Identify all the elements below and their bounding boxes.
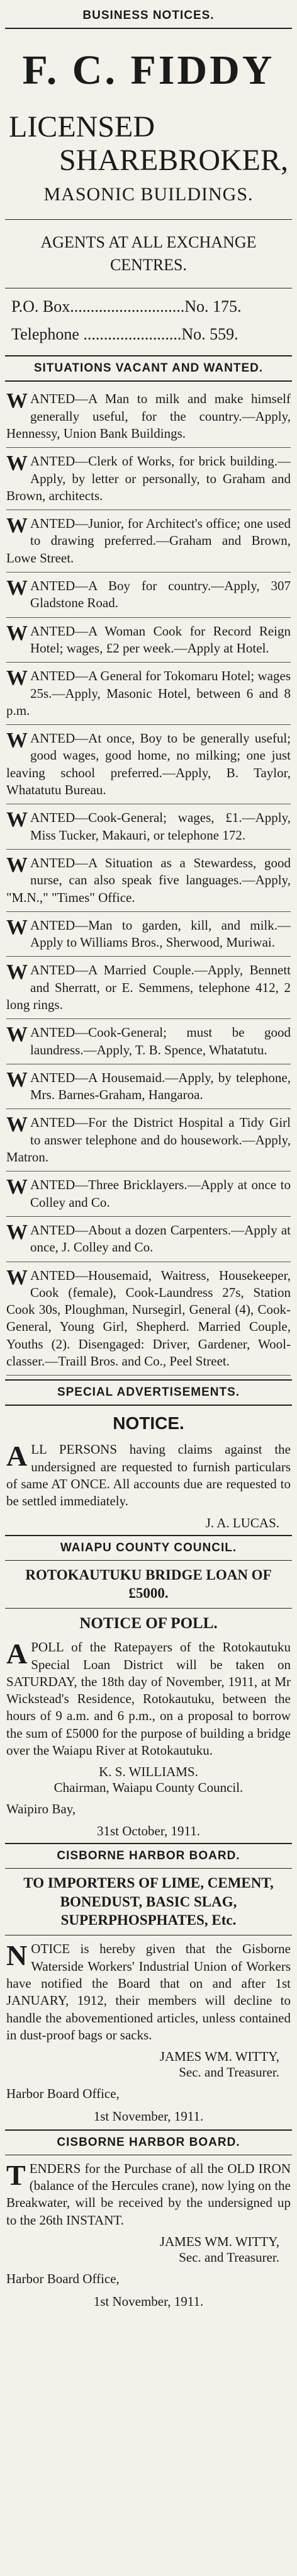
ad-text: ANTED—Housemaid, Waitress, Housekeeper, Cook (female), Cook-Laundress 27s, Station Cook 30s, Ploughman, Nursegirl, General (4), Cook-General, Young Girl, Shepherd. Married Couple, Youths (2). Disengaged: Driver, Gardener, Wool-classer.—Traill Bros. and Co., Peel Street. <box>6 1267 291 1369</box>
section-header-situations: SITUATIONS VACANT AND WANTED. <box>33 362 264 375</box>
classified-ad <box>6 510 291 573</box>
ad-text: ANTED—A Housemaid.—Apply, by telephone, Mrs. Barnes-Graham, Hangaroa. <box>30 1069 291 1103</box>
agents-text <box>5 231 292 277</box>
section-header-business: BUSINESS NOTICES. <box>82 9 215 22</box>
classified-ad <box>6 725 291 804</box>
poll-body <box>6 1639 291 1759</box>
section-header-harbor-1: CISBORNE HARBOR BOARD. <box>57 1849 240 1862</box>
drop-cap: W <box>6 621 28 645</box>
ad-text: ANTED—Cook-General; wages, £1.—Apply, Miss Tucker, Makauri, or telephone 172. <box>30 810 291 843</box>
sharebroker-line: SHAREBROKER, <box>59 143 288 177</box>
drop-cap: W <box>6 1265 28 1289</box>
ad-text: ANTED—A General for Tokomaru Hotel; wages 25s.—Apply, Masonic Hotel, between 6 and 8 p.m. <box>6 668 291 718</box>
notice-signature: J. A. LUCAS. <box>205 1515 279 1530</box>
divider <box>5 1405 292 1406</box>
divider <box>5 1535 292 1536</box>
ad-text: ANTED—Man to garden, kill, and milk.—Apply to Williams Bros., Sherwood, Muriwai. <box>30 917 291 950</box>
po-box: P.O. Box............................No. 175. <box>11 297 242 316</box>
drop-cap: W <box>6 452 28 476</box>
drop-cap: W <box>6 853 28 877</box>
drop-cap: A <box>6 1638 28 1670</box>
ad-text: ANTED—Cook-General; must be good laundress.—Apply, T. B. Spence, Whatatutu. <box>30 1025 291 1057</box>
drop-cap: W <box>6 915 28 939</box>
divider <box>5 2129 292 2131</box>
classified-ad <box>6 1109 291 1171</box>
section-header-special: SPECIAL ADVERTISEMENTS. <box>57 1386 240 1399</box>
divider <box>5 380 292 382</box>
poll-place: Waipiro Bay, <box>6 1801 76 1817</box>
ad-text: ANTED—Three Bricklayers.—Apply at once to Colley and Co. <box>30 1177 291 1210</box>
classified-ad <box>6 1217 291 1262</box>
classified-ad <box>6 1019 291 1064</box>
classified-ad <box>6 385 291 448</box>
drop-cap: T <box>6 2158 26 2191</box>
drop-cap: W <box>6 729 28 753</box>
harbor-signature: JAMES WM. WITTY, <box>159 2049 279 2065</box>
tender-place: Harbor Board Office, <box>6 2271 120 2286</box>
telephone: Telephone ........................No. 559. <box>11 325 238 344</box>
classified-ad <box>6 912 291 957</box>
harbor-place: Harbor Board Office, <box>6 2086 120 2102</box>
drop-cap: W <box>6 1068 28 1091</box>
classified-ad <box>6 573 291 618</box>
agents-line-2: CENTRES. <box>109 255 188 274</box>
poll-title: NOTICE OF POLL. <box>79 1615 218 1633</box>
tender-date: 1st November, 1911. <box>93 2294 204 2310</box>
classified-ad <box>6 1064 291 1110</box>
classified-ad <box>6 663 291 725</box>
drop-cap: A <box>6 1440 28 1473</box>
section-header-harbor-2: CISBORNE HARBOR BOARD. <box>57 2135 240 2149</box>
divider <box>5 1379 292 1381</box>
harbor-date: 1st November, 1911. <box>93 2109 204 2124</box>
classified-ads-list <box>5 385 292 1376</box>
classified-ad <box>6 618 291 663</box>
drop-cap: W <box>6 1175 28 1199</box>
ad-text: ANTED—A Married Couple.—Apply, Bennett and Sherratt, or E. Semmens, telephone 412, 2 long rings. <box>6 962 291 1012</box>
notice-title: NOTICE. <box>113 1413 184 1433</box>
poll-date: 31st October, 1911. <box>96 1823 201 1838</box>
tender-text: ENDERS for the Purchase of all the OLD IRON (balance of the Hercules crane), now lying on the Breakwater, will be received by the undersigned up to the 26th INSTANT. <box>6 2160 291 2228</box>
ad-text: ANTED—A Boy for country.—Apply, 307 Gladstone Road. <box>30 578 291 611</box>
divider <box>5 1608 292 1609</box>
divider <box>5 28 292 29</box>
classified-ad <box>6 850 291 912</box>
classified-ad <box>6 448 291 510</box>
drop-cap: W <box>6 514 28 538</box>
ad-text: ANTED—For the District Hospital a Tidy Girl to answer telephone and do housework.—Apply, Matron. <box>6 1115 291 1165</box>
drop-cap: W <box>6 1220 28 1244</box>
drop-cap: W <box>6 576 28 600</box>
drop-cap: W <box>6 1023 28 1047</box>
ad-text: ANTED—At once, Boy to be generally useful; good wages, good home, no milking; one just leaving school preferred.—Apply, B. Taylor, Whatatutu Bureau. <box>6 731 291 798</box>
section-header-waiapu: WAIAPU COUNTY COUNCIL. <box>60 1541 237 1554</box>
poll-signature-role: Chairman, Waiapu County Council. <box>53 1780 244 1796</box>
licensed-line: LICENSED <box>9 110 155 144</box>
drop-cap: W <box>6 960 28 984</box>
tender-signature-role: Sec. and Treasurer. <box>179 2249 279 2265</box>
notice-body <box>6 1441 291 1510</box>
ad-text: ANTED—About a dozen Carpenters.—Apply at once, J. Colley and Co. <box>30 1222 291 1255</box>
divider <box>5 1843 292 1844</box>
divider <box>5 1560 292 1561</box>
ad-text: ANTED—A Man to milk and make himself generally useful, for the country.—Apply, Hennessy, Union Bank Buildings. <box>6 391 291 441</box>
divider <box>5 219 292 220</box>
classified-ad <box>6 804 291 850</box>
drop-cap: W <box>6 808 28 832</box>
drop-cap: W <box>6 666 28 690</box>
poll-text: POLL of the Ratepayers of the Rotokautuku Special Loan District will be taken on SATURDAY, the 18th day of November, 1911, at Mr Wickstead's Residence, Rotokautuku, between the hours of 9 a.m. and 6 p.m., on a proposal to borrow the sum of £5000 for the purpose of building a bridge over the Waiapu River at Rotokautuku. <box>6 1639 291 1758</box>
harbor-notice-body <box>6 1941 291 2044</box>
tender-signature: JAMES WM. WITTY, <box>159 2233 279 2249</box>
divider <box>5 355 292 356</box>
ad-text: ANTED—A Situation as a Stewardess, good nurse, can also speak five languages.—Apply, "M.N.," "Times" Office. <box>6 855 291 905</box>
drop-cap: W <box>6 389 28 413</box>
tender-body <box>6 2160 291 2229</box>
classified-ad <box>6 957 291 1019</box>
ad-text: ANTED—Clerk of Works, for brick building.—Apply, by letter or personally, to Graham and Brown, architects. <box>6 453 291 503</box>
harbor-notice-text: OTICE is hereby given that the Gisborne Waterside Workers' Industrial Union of Workers have notified the Board that on and after 1st JANUARY, 1912, their members will decline to handle the abovementioned articles, unless contained in dust-proof bags or sacks. <box>6 1941 291 2043</box>
drop-cap: N <box>6 1939 28 1972</box>
business-name: F. C. FIDDY <box>22 47 275 93</box>
loan-title: ROTOKAUTUKU BRIDGE LOAN OF £5000. <box>25 1566 272 1602</box>
classified-ad <box>6 1262 291 1376</box>
ad-text: ANTED—Junior, for Architect's office; one used to drawing preferred.—Graham and Brown, Lowe Street. <box>6 516 291 566</box>
harbor-signature-role: Sec. and Treasurer. <box>179 2065 279 2080</box>
classified-ad <box>6 1171 291 1217</box>
agents-line-1: AGENTS AT ALL EXCHANGE <box>40 232 257 251</box>
business-address: MASONIC BUILDINGS. <box>43 183 254 205</box>
drop-cap: W <box>6 1113 28 1137</box>
notice-text: LL PERSONS having claims against the undersigned are requested to furnish particulars of same AT ONCE. All accounts due are requested to be settled immediately. <box>6 1442 291 1509</box>
divider <box>5 1868 292 1869</box>
poll-signature: K. S. WILLIAMS. <box>99 1764 198 1780</box>
importers-title: TO IMPORTERS OF LIME, CEMENT, BONEDUST, BASIC SLAG, SUPERPHOSPHATES, Etc. <box>23 1874 274 1929</box>
ad-text: ANTED—A Woman Cook for Record Reign Hotel; wages, £2 per week.—Apply at Hotel. <box>30 623 291 656</box>
